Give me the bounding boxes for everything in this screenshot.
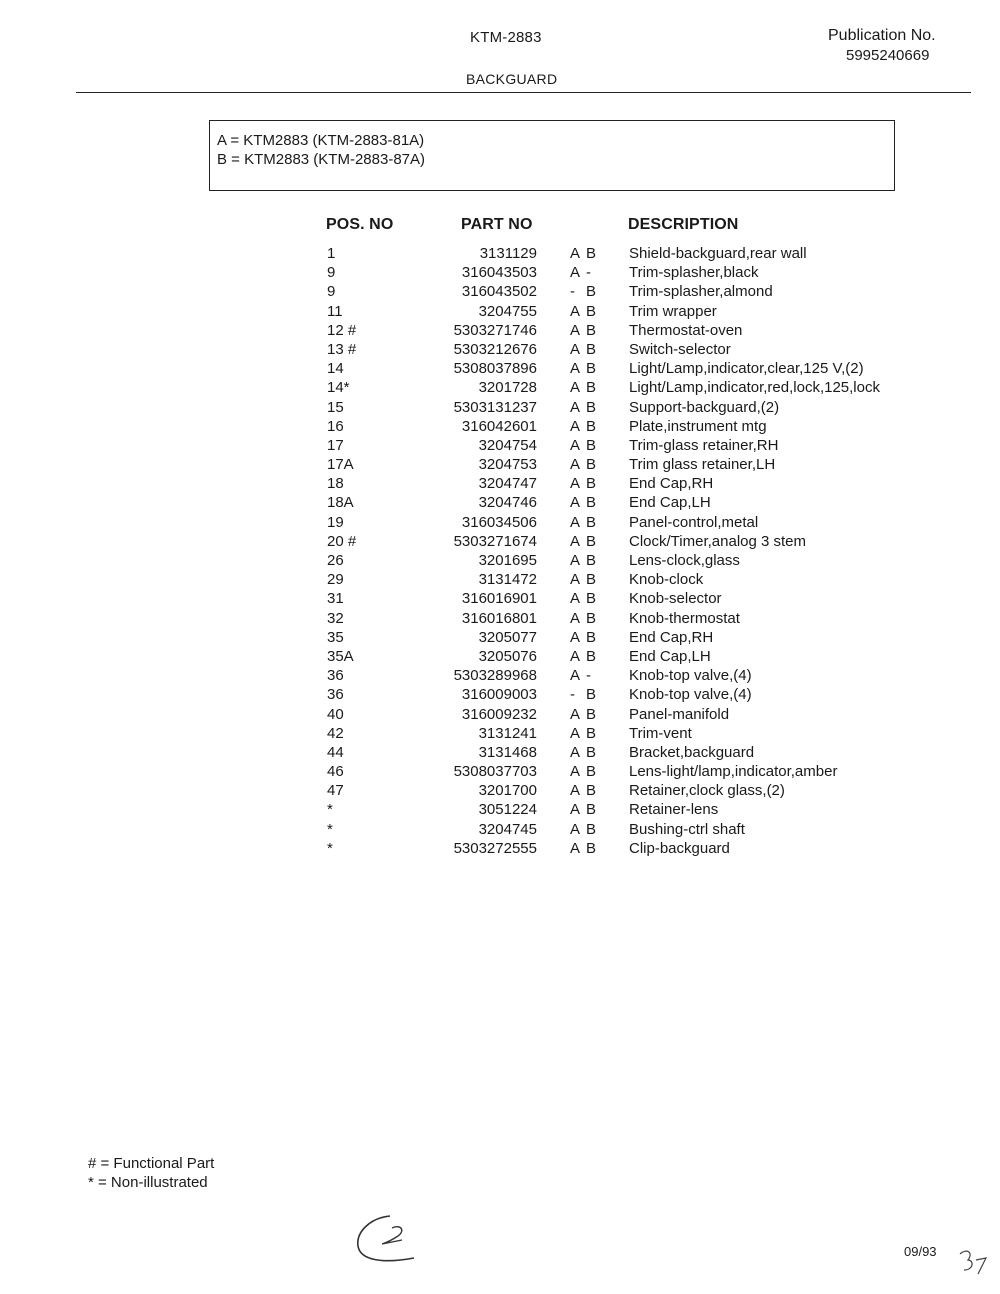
part-model-b-flag: B: [586, 647, 597, 665]
part-number: 3201728: [478, 379, 537, 397]
part-model-a-flag: A: [570, 763, 581, 781]
column-header-part: PART NO: [461, 216, 533, 233]
part-model-a-flag: A: [570, 590, 581, 608]
parts-row: [0, 494, 1000, 513]
part-description: Trim-splasher,almond: [629, 283, 773, 301]
parts-row: [0, 686, 1000, 705]
part-pos-number: 11: [327, 302, 343, 320]
part-model-a-flag: A: [570, 609, 581, 627]
part-model-b-flag: B: [586, 571, 597, 589]
part-pos-number: 44: [327, 743, 344, 761]
part-number: 3201695: [478, 552, 537, 569]
parts-list: [0, 245, 1000, 859]
model-legend-box: [209, 120, 895, 191]
part-pos-number: 35A: [327, 647, 354, 665]
part-model-a-flag: A: [570, 647, 581, 665]
part-model-a-flag: A: [570, 801, 581, 819]
part-description: Bushing-ctrl shaft: [629, 820, 745, 838]
parts-row: [0, 475, 1000, 494]
part-description: Retainer,clock glass,(2): [629, 782, 785, 800]
part-description: Retainer-lens: [629, 801, 719, 819]
part-description: End Cap,LH: [629, 494, 711, 512]
part-description: Knob-top valve,(4): [629, 686, 752, 704]
part-number: 3131241: [478, 724, 537, 742]
part-model-a-flag: A: [570, 552, 581, 569]
part-number: 5303271674: [453, 532, 537, 550]
part-pos-number: 36: [327, 667, 344, 685]
parts-row: [0, 341, 1000, 360]
part-pos-number: 18A: [327, 494, 354, 512]
handwritten-initials: [952, 1240, 992, 1280]
part-pos-number: *: [327, 820, 333, 838]
part-number: 5308037703: [453, 763, 537, 781]
part-model-a-flag: A: [570, 264, 581, 282]
part-model-a-flag: A: [570, 724, 581, 742]
parts-row: [0, 418, 1000, 437]
part-number: 5308037896: [453, 360, 537, 378]
part-description: Trim-splasher,black: [629, 264, 759, 282]
part-description: Lens-light/lamp,indicator,amber: [629, 763, 838, 781]
part-model-b-flag: B: [586, 436, 597, 454]
parts-row: [0, 399, 1000, 418]
parts-row: [0, 782, 1000, 801]
parts-row: [0, 322, 1000, 341]
part-model-b-flag: B: [586, 379, 597, 397]
part-number: 5303289968: [453, 667, 537, 685]
parts-row: [0, 456, 1000, 475]
part-number: 3204746: [478, 494, 537, 512]
part-pos-number: 14: [327, 360, 344, 378]
part-number: 3201700: [478, 782, 537, 800]
part-description: Knob-selector: [629, 590, 722, 608]
part-model-b-flag: B: [586, 724, 597, 742]
part-description: Trim-glass retainer,RH: [629, 436, 779, 454]
part-model-b-flag: B: [586, 743, 597, 761]
publication-label: Publication No.: [828, 27, 936, 44]
parts-row: [0, 725, 1000, 744]
part-description: End Cap,LH: [629, 647, 711, 665]
parts-row: [0, 629, 1000, 648]
parts-row: [0, 379, 1000, 398]
part-number: 3205077: [478, 628, 537, 646]
part-pos-number: 35: [327, 628, 344, 646]
part-pos-number: 19: [327, 513, 344, 531]
part-description: Trim glass retainer,LH: [629, 456, 776, 474]
parts-row: [0, 590, 1000, 609]
column-header-pos: POS. NO: [326, 216, 394, 233]
part-model-b-flag: B: [586, 763, 597, 781]
part-pos-number: *: [327, 839, 333, 857]
part-number: 3204745: [478, 820, 537, 838]
part-model-a-flag: A: [570, 417, 581, 435]
part-pos-number: 36: [327, 686, 344, 704]
part-pos-number: 42: [327, 724, 344, 742]
part-model-b-flag: B: [586, 321, 597, 339]
part-number: 316034506: [461, 513, 537, 531]
part-model-a-flag: A: [570, 820, 581, 838]
parts-row: [0, 763, 1000, 782]
parts-row: [0, 283, 1000, 302]
part-number: 3204755: [478, 302, 537, 320]
part-model-b-flag: B: [586, 302, 597, 320]
part-pos-number: 40: [327, 705, 344, 723]
part-description: End Cap,RH: [629, 475, 714, 493]
part-model-b-flag: B: [586, 340, 597, 358]
part-model-a-flag: A: [570, 628, 581, 646]
part-model-b-flag: B: [586, 820, 597, 838]
part-model-a-flag: A: [570, 532, 581, 550]
parts-row: [0, 552, 1000, 571]
part-number: 316016801: [461, 609, 537, 627]
part-number: 3131129: [479, 245, 537, 262]
part-description: Switch-selector: [629, 340, 731, 358]
part-pos-number: 17: [327, 436, 344, 454]
part-model-a-flag: A: [570, 456, 581, 474]
part-description: Support-backguard,(2): [629, 398, 780, 416]
section-title: BACKGUARD: [466, 71, 558, 87]
parts-row: [0, 744, 1000, 763]
part-model-b-flag: B: [586, 245, 597, 262]
part-model-a-flag: A: [570, 379, 581, 397]
part-description: Knob-top valve,(4): [629, 667, 752, 685]
header-rule: [76, 92, 971, 93]
part-model-b-flag: B: [586, 552, 597, 569]
part-number: 5303271746: [453, 321, 537, 339]
part-description: Panel-manifold: [629, 705, 730, 723]
part-model-b-flag: B: [586, 360, 597, 378]
part-pos-number: 20 #: [327, 532, 357, 550]
part-model-b-flag: B: [586, 839, 597, 857]
part-description: Bracket,backguard: [629, 743, 755, 761]
parts-row: [0, 303, 1000, 322]
part-description: Knob-clock: [629, 571, 704, 589]
part-model-a-flag: A: [570, 436, 581, 454]
part-description: Shield-backguard,rear wall: [629, 245, 807, 262]
part-model-b-flag: B: [586, 398, 597, 416]
part-pos-number: 46: [327, 763, 344, 781]
part-description: Light/Lamp,indicator,clear,125 V,(2): [629, 360, 864, 378]
part-model-a-flag: A: [570, 494, 581, 512]
part-model-b-flag: B: [586, 782, 597, 800]
part-number: 5303212676: [453, 340, 537, 358]
part-number: 316043502: [461, 283, 537, 301]
part-description: Clip-backguard: [629, 839, 730, 857]
part-model-b-flag: B: [586, 475, 597, 493]
part-model-b-flag: B: [586, 686, 597, 704]
parts-row: [0, 360, 1000, 379]
part-description: Light/Lamp,indicator,red,lock,125,lock: [629, 379, 880, 397]
part-number: 3204747: [478, 475, 537, 493]
part-model-a-flag: A: [570, 705, 581, 723]
part-model-b-flag: -: [586, 264, 591, 282]
part-pos-number: 31: [327, 590, 344, 608]
handwritten-signature: [352, 1208, 442, 1268]
part-number: 5303131237: [453, 398, 537, 416]
part-number: 316009003: [461, 686, 537, 704]
part-model-a-flag: A: [570, 475, 581, 493]
part-description: Thermostat-oven: [629, 321, 743, 339]
part-description: Trim-vent: [629, 724, 692, 742]
parts-row: [0, 840, 1000, 859]
part-description: Plate,instrument mtg: [629, 417, 767, 435]
part-model-b-flag: B: [586, 532, 597, 550]
part-model-b-flag: B: [586, 590, 597, 608]
part-model-a-flag: -: [570, 686, 575, 704]
part-model-b-flag: B: [586, 494, 597, 512]
parts-row: [0, 245, 1000, 264]
parts-row: [0, 648, 1000, 667]
legend-model-b: B = KTM2883 (KTM-2883-87A): [217, 151, 426, 168]
part-model-a-flag: A: [570, 321, 581, 339]
part-description: Trim wrapper: [629, 302, 717, 320]
part-number: 3204754: [478, 436, 537, 454]
parts-row: [0, 533, 1000, 552]
part-pos-number: 29: [327, 571, 344, 589]
part-description: End Cap,RH: [629, 628, 714, 646]
part-model-b-flag: B: [586, 513, 597, 531]
part-model-a-flag: A: [570, 513, 581, 531]
part-pos-number: 32: [327, 609, 344, 627]
part-pos-number: 15: [327, 398, 344, 416]
parts-row: [0, 667, 1000, 686]
part-model-a-flag: A: [570, 340, 581, 358]
part-model-a-flag: A: [570, 398, 581, 416]
part-model-b-flag: B: [586, 609, 597, 627]
footnote-functional: # = Functional Part: [88, 1155, 215, 1172]
part-pos-number: 47: [327, 782, 344, 800]
part-pos-number: 12 #: [327, 321, 357, 339]
parts-row: [0, 706, 1000, 725]
footnote-non-illustrated: * = Non-illustrated: [88, 1174, 208, 1191]
part-number: 3131472: [478, 571, 537, 589]
part-pos-number: 18: [327, 475, 344, 493]
part-model-a-flag: A: [570, 302, 581, 320]
model-number: KTM-2883: [470, 29, 542, 46]
parts-row: [0, 437, 1000, 456]
part-model-b-flag: B: [586, 801, 597, 819]
part-model-a-flag: A: [570, 839, 581, 857]
part-model-b-flag: -: [586, 667, 591, 685]
parts-row: [0, 801, 1000, 820]
part-model-a-flag: A: [570, 743, 581, 761]
part-number: 5303272555: [453, 839, 537, 857]
parts-row: [0, 821, 1000, 840]
part-pos-number: 26: [327, 552, 344, 569]
part-model-a-flag: A: [570, 245, 581, 262]
part-pos-number: 13 #: [327, 340, 357, 358]
part-pos-number: 16: [327, 417, 344, 435]
part-number: 3131468: [478, 743, 537, 761]
parts-row: [0, 610, 1000, 629]
part-number: 316009232: [461, 705, 537, 723]
part-number: 3051224: [478, 801, 537, 819]
part-description: Lens-clock,glass: [629, 552, 740, 569]
part-number: 3204753: [478, 456, 537, 474]
part-model-b-flag: B: [586, 456, 597, 474]
part-pos-number: 1: [327, 245, 336, 262]
part-description: Knob-thermostat: [629, 609, 740, 627]
parts-row: [0, 514, 1000, 533]
part-description: Panel-control,metal: [629, 513, 759, 531]
publication-number: 5995240669: [846, 47, 930, 64]
part-number: 3205076: [478, 647, 537, 665]
part-model-b-flag: B: [586, 417, 597, 435]
part-model-b-flag: B: [586, 628, 597, 646]
part-model-b-flag: B: [586, 283, 597, 301]
part-model-a-flag: A: [570, 667, 581, 685]
part-pos-number: 14*: [327, 379, 350, 397]
part-model-b-flag: B: [586, 705, 597, 723]
part-pos-number: 9: [327, 283, 336, 301]
part-pos-number: 9: [327, 264, 336, 282]
part-model-a-flag: A: [570, 571, 581, 589]
parts-row: [0, 264, 1000, 283]
column-header-description: DESCRIPTION: [628, 216, 739, 233]
part-model-a-flag: A: [570, 360, 581, 378]
part-pos-number: 17A: [327, 456, 354, 474]
parts-row: [0, 571, 1000, 590]
revision-date: 09/93: [904, 1244, 937, 1259]
part-description: Clock/Timer,analog 3 stem: [629, 532, 807, 550]
part-number: 316016901: [461, 590, 537, 608]
part-pos-number: *: [327, 801, 333, 819]
part-number: 316042601: [461, 417, 537, 435]
part-model-a-flag: -: [570, 283, 575, 301]
part-number: 316043503: [461, 264, 537, 282]
part-model-a-flag: A: [570, 782, 581, 800]
legend-model-a: A = KTM2883 (KTM-2883-81A): [217, 132, 425, 149]
